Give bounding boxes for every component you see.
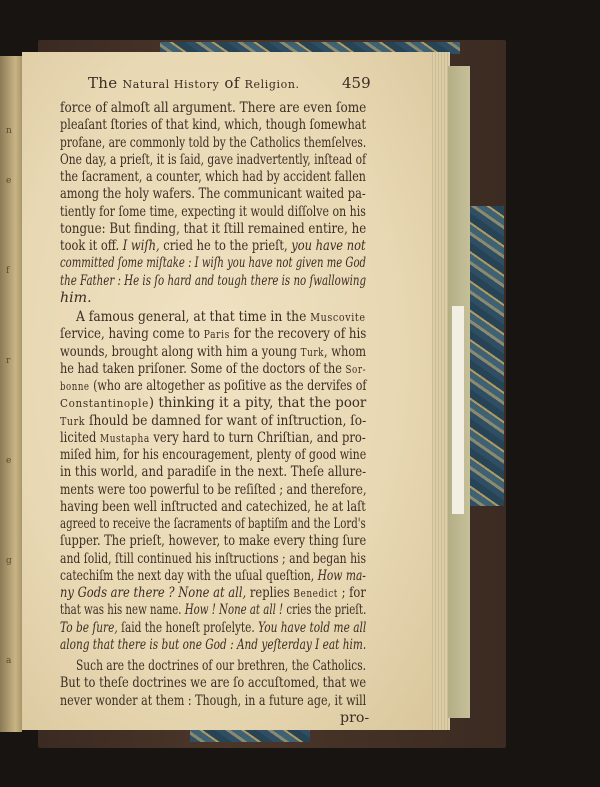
text-run: Such are the doctrines of our brethren, the Catholics.: [76, 658, 367, 674]
text-line: [60, 238, 366, 254]
text-run: profane, are commonly told by the Catholics themſelves.: [60, 134, 367, 151]
text-line: [60, 360, 367, 377]
text-run: (who are altogether as poſitive as the dervifes of: [89, 378, 367, 394]
text-run: agreed to receive the ſacraments of baptiſm and the Lord's: [60, 516, 366, 532]
italic-text: the Father : He is ſo hard and tough there is no ſwallowing: [60, 272, 367, 289]
text-line: [60, 585, 366, 601]
smallcaps-text: Paris: [203, 328, 230, 342]
italic-text: you have not: [291, 238, 366, 254]
text-run: replies: [246, 585, 294, 601]
text-run: pleaſant ſtories of that kind, which, though ſomewhat: [60, 117, 367, 134]
text-run: in this world, and paradiſe in the next. Theſe allure-: [60, 464, 367, 481]
italic-text: You have told me all: [258, 619, 367, 636]
italic-text: ny Gods are there ? None at all,: [60, 585, 247, 601]
text-line: [60, 255, 366, 272]
italic-text: him.: [60, 289, 92, 306]
text-line: [60, 498, 366, 515]
running-head: [88, 74, 300, 92]
text-run: he had taken priſoner. Some of the doctors of the: [60, 360, 346, 377]
text-line: [60, 290, 366, 306]
text-run: took it off.: [60, 238, 123, 254]
smallcaps-text: Muscovite: [310, 311, 366, 324]
facing-page-edge: n e f r e g a: [0, 56, 22, 732]
smallcaps-text: Sor-: [345, 362, 367, 376]
text-line: [60, 429, 366, 446]
text-run: licited: [60, 429, 100, 446]
text-run: But to theſe doctrines we are ſo accuſtomed, that we: [60, 675, 367, 692]
text-line: [60, 378, 367, 394]
italic-text: How ! None at all !: [184, 602, 284, 619]
text-run: never wonder at them : Though, in a future age, it will: [60, 692, 367, 709]
marbled-board-right: [470, 206, 504, 506]
text-run: very hard to turn Chriſtian, and pro-: [149, 429, 366, 446]
text-run: force of almoſt all argument. There are even ſome: [60, 100, 367, 116]
text-line: [60, 151, 367, 168]
smallcaps-text: Benedict: [293, 587, 338, 600]
text-run: the ſacrament, a counter, which had by accident fallen: [60, 169, 366, 185]
text-line: [76, 658, 367, 674]
text-run: that was his new name.: [60, 602, 185, 619]
text-run: ſhould be damned for want of inſtruction, ſo-: [85, 412, 367, 429]
text-line: [60, 100, 367, 116]
text-run: cried he to the prieſt,: [159, 238, 292, 254]
text-line: [60, 533, 367, 550]
text-line: [60, 412, 367, 429]
text-line: [60, 169, 366, 185]
text-run: tongue: But finding, that it ſtill remained entire, he: [60, 220, 367, 237]
text-run: , whom: [324, 343, 367, 360]
text-run: tiently for ſome time, expecting it would diſſolve on his: [60, 203, 366, 220]
italic-text: along that there is but one God : And yeſterday I eat him.: [60, 636, 367, 653]
text-run: ſaid the honeſt proſelyte.: [117, 619, 259, 636]
text-line: [60, 326, 367, 343]
italic-text: To be ſure,: [60, 619, 118, 636]
text-line: [60, 272, 367, 289]
text-line: [340, 710, 600, 726]
text-run: having been well inſtructed and catechized, he at laſt: [60, 498, 366, 515]
text-run: catechiſm the next day with the uſual queſtion,: [60, 567, 318, 584]
text-line: [60, 636, 367, 653]
text-line: [60, 619, 367, 636]
italic-text: I wiſh,: [122, 238, 160, 254]
text-run: One day, a prieſt, it is ſaid, gave inadvertently, inſtead of: [60, 151, 367, 168]
running-head-word: of: [219, 74, 245, 92]
running-head-smallcaps: Religion.: [244, 78, 300, 91]
text-line: [60, 395, 367, 412]
text-run: pro-: [340, 709, 370, 726]
smallcaps-text: Turk: [60, 414, 86, 428]
text-run: ) thinking it a pity, that the poor: [148, 395, 367, 412]
text-line: [60, 675, 367, 692]
text-run: A famous general, at that time in the: [76, 309, 311, 325]
text-line: [60, 516, 366, 532]
text-run: ; for: [337, 585, 366, 601]
text-line: [60, 567, 366, 584]
text-run: ſervice, having come to: [60, 326, 204, 343]
text-line: [60, 692, 367, 709]
text-run: wounds, brought along with him a young: [60, 343, 301, 360]
smallcaps-text: Constantinople: [60, 397, 149, 411]
text-run: among the holy wafers. The communicant waited pa-: [60, 186, 366, 203]
text-run: and ſolid, ſtill continued his inſtructions ; and began his: [60, 550, 367, 567]
text-line: [60, 343, 367, 360]
text-line: [60, 186, 366, 203]
smallcaps-text: bonne: [60, 380, 90, 393]
text-line: [60, 447, 367, 463]
page-number: 459: [342, 74, 371, 92]
text-line: [60, 464, 367, 481]
text-run: miſed him, for his encouragement, plenty of good wine: [60, 447, 367, 463]
italic-text: How ma-: [317, 567, 366, 584]
text-line: [60, 550, 367, 567]
text-run: for the recovery of his: [229, 326, 367, 343]
text-run: ments were too powerful to be reſiſted ; and therefore,: [60, 481, 367, 498]
smallcaps-text: Mustapha: [99, 431, 150, 445]
text-line: [60, 220, 367, 237]
paper-slip: [452, 306, 464, 514]
smallcaps-text: Turk: [300, 345, 325, 359]
marbled-board-bottom: [190, 728, 310, 742]
text-line: [60, 481, 367, 498]
text-line: [60, 602, 367, 619]
text-run: ſupper. The prieſt, however, to make every thing ſure: [60, 533, 367, 550]
text-line: [60, 203, 366, 220]
text-line: [60, 117, 367, 134]
text-run: cries the prieſt.: [283, 602, 367, 619]
text-line: [60, 134, 367, 151]
italic-text: committed ſome miſtake : I wiſh you have not given me God: [60, 255, 366, 272]
running-head-word: The: [88, 74, 123, 92]
text-line: [76, 309, 366, 325]
running-head-smallcaps: Natural History: [122, 78, 220, 91]
